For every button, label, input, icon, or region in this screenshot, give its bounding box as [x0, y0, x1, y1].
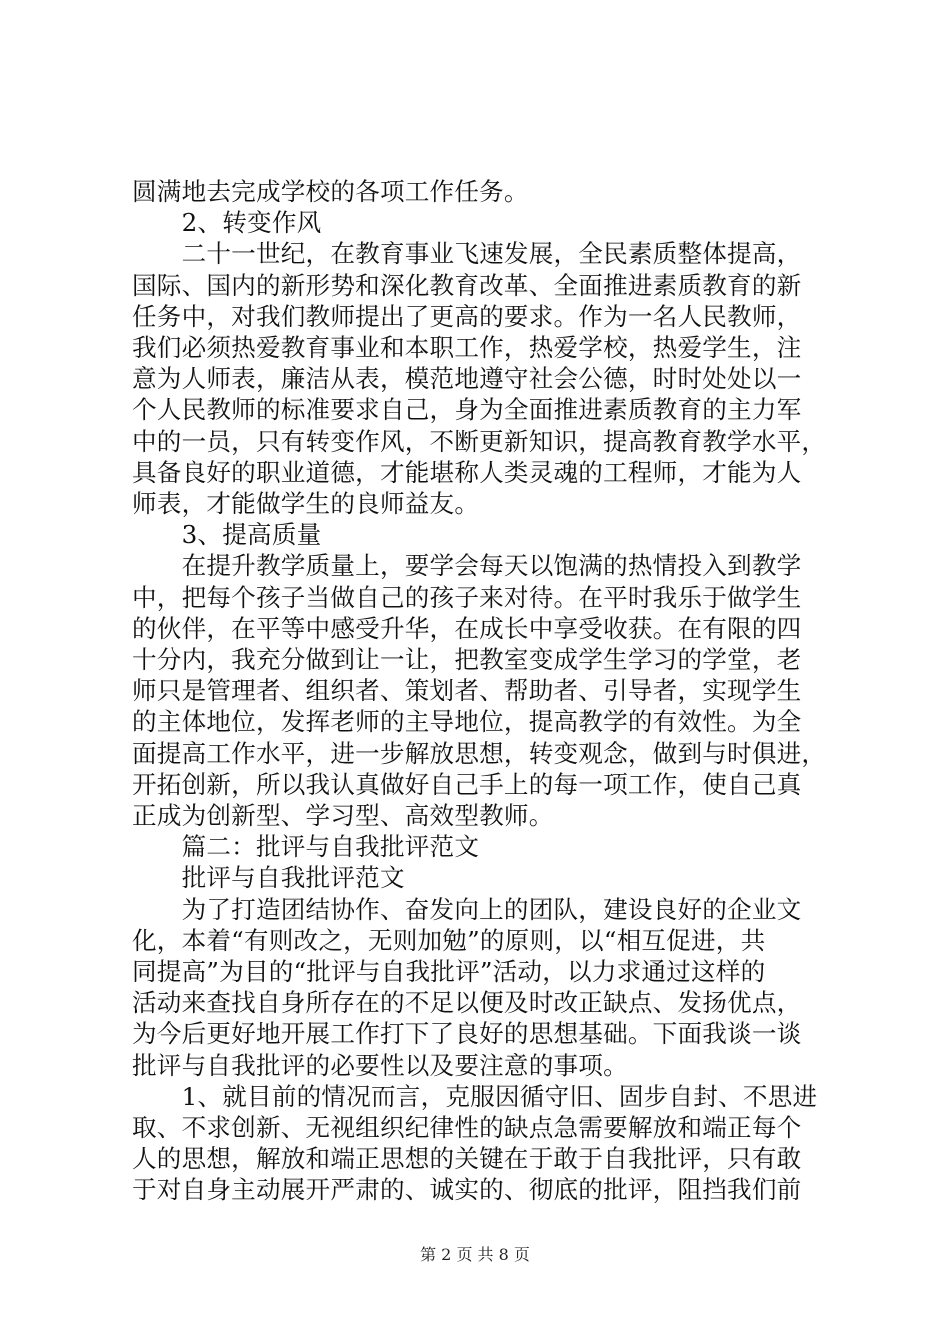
- text-line: 十分内，我充分做到让一让，把教室变成学生学习的学堂，老: [132, 645, 802, 674]
- text-line: 国际、国内的新形势和深化教育改革、全面推进素质教育的新: [132, 270, 802, 300]
- text-line: 个人民教师的标准要求自己，身为全面推进素质教育的主力军: [132, 395, 802, 425]
- text-line: 为了打造团结协作、奋发向上的团队，建设良好的企业文: [132, 894, 802, 924]
- text-line: 圆满地去完成学校的各项工作任务。: [132, 177, 529, 206]
- text-line: 在提升教学质量上，要学会每天以饱满的热情投入到教学: [132, 551, 802, 581]
- text-line: 意为人师表，廉洁从表，模范地遵守社会公德，时时处处以一: [132, 364, 802, 394]
- text-line: 师只是管理者、组织者、策划者、帮助者、引导者，实现学生: [132, 676, 802, 706]
- text-line: 二十一世纪，在教育事业飞速发展，全民素质整体提高，: [132, 239, 802, 269]
- text-line: 同提高”为目的“批评与自我批评”活动，以力求通过这样的: [132, 957, 766, 986]
- text-line: 取、不求创新、无视组织纪律性的缺点急需要解放和端正每个: [132, 1113, 802, 1142]
- text-line: 人的思想，解放和端正思想的关键在于敢于自我批评，只有敢: [132, 1144, 802, 1174]
- section-heading: 2、转变作风: [132, 208, 322, 238]
- text-line: 于对自身主动展开严肃的、诚实的、彻底的批评，阻挡我们前: [132, 1175, 802, 1205]
- section-heading: 批评与自我批评范文: [132, 863, 405, 893]
- section-heading: 篇二：批评与自我批评范文: [132, 832, 480, 862]
- text-line: 批评与自我批评的必要性以及要注意的事项。: [132, 1050, 628, 1080]
- section-heading: 3、提高质量: [132, 520, 322, 550]
- text-line: 中，把每个孩子当做自己的孩子来对待。在平时我乐于做学生: [132, 582, 802, 612]
- text-line: 具备良好的职业道德，才能堪称人类灵魂的工程师，才能为人: [132, 457, 802, 487]
- text-line: 中的一员，只有转变作风，不断更新知识，提高教育教学水平，: [132, 426, 827, 456]
- text-line: 面提高工作水平，进一步解放思想，转变观念，做到与时俱进，: [132, 738, 827, 768]
- text-line: 正成为创新型、学习型、高效型教师。: [132, 801, 554, 830]
- text-line: 化，本着“有则改之，无则加勉”的原则，以“相互促进，共: [132, 925, 766, 955]
- text-line: 师表，才能做学生的良师益友。: [132, 489, 480, 518]
- page-number-footer: 第 2 页 共 8 页: [420, 1245, 530, 1264]
- text-line: 活动来查找自身所存在的不足以便及时改正缺点、发扬优点，: [132, 988, 802, 1018]
- text-line: 的伙伴，在平等中感受升华，在成长中享受收获。在有限的四: [132, 613, 802, 643]
- text-line: 1、就目前的情况而言，克服因循守旧、固步自封、不思进: [132, 1081, 818, 1111]
- text-line: 的主体地位，发挥老师的主导地位，提高教学的有效性。为全: [132, 707, 802, 737]
- text-line: 任务中，对我们教师提出了更高的要求。作为一名人民教师，: [132, 301, 802, 331]
- text-line: 为今后更好地开展工作打下了良好的思想基础。下面我谈一谈: [132, 1019, 802, 1049]
- text-line: 我们必须热爱教育事业和本职工作，热爱学校，热爱学生，注: [132, 333, 802, 362]
- text-line: 开拓创新，所以我认真做好自己手上的每一项工作，使自己真: [132, 769, 802, 799]
